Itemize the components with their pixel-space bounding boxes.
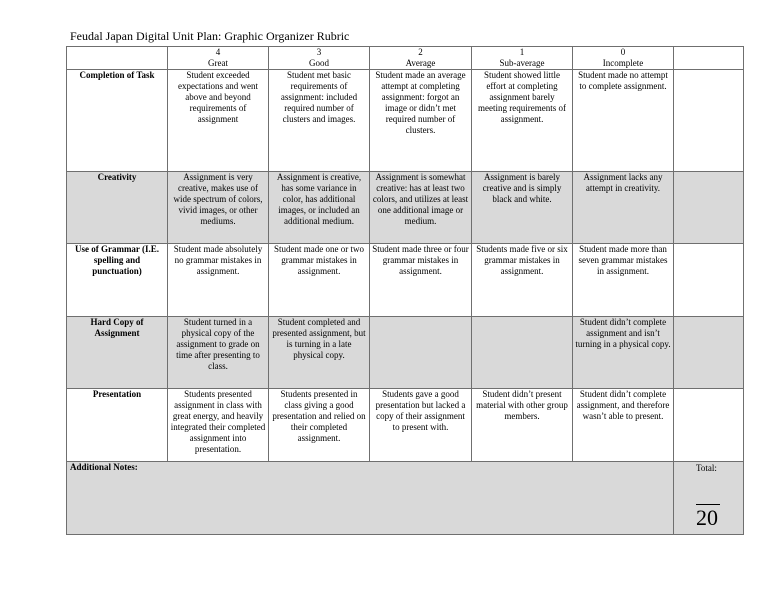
rubric-cell: Student didn’t complete assignment and isn’t turning in a physical copy. [573,317,674,389]
criterion-cell: Creativity [67,172,168,244]
rubric-cell [370,317,472,389]
rubric-cell: Student turned in a physical copy of the assignment to grade on time after presenting to class. [168,317,269,389]
header-level-sub-average [472,47,573,70]
total-label: Total: [696,463,717,473]
rubric-cell: Assignment is barely creative and is simply black and white. [472,172,573,244]
score-cell [674,244,744,317]
total-value: 20 [696,505,718,530]
rubric-cell: Students made five or six grammar mistakes in assignment. [472,244,573,317]
rubric-cell: Student made absolutely no grammar mistakes in assignment. [168,244,269,317]
rubric-cell: Student made three or four grammar mistakes in assignment. [370,244,472,317]
header-level-great [168,47,269,70]
header-row [67,47,744,70]
rubric-cell: Student made an average attempt at completing assignment: forgot an image or didn’t met required number of clusters. [370,70,472,172]
rubric-cell: Student made one or two grammar mistakes in assignment. [269,244,370,317]
rubric-cell: Student met basic requirements of assignment: included required number of clusters and images. [269,70,370,172]
level-score: 0 [620,47,626,57]
level-score: 4 [215,47,221,57]
score-cell [674,70,744,172]
table-row [67,172,744,244]
document-title: Feudal Japan Digital Unit Plan: Graphic Organizer Rubric [70,29,350,43]
level-label: Great [208,58,228,68]
rubric-cell: Student showed little effort at completing assignment barely meeting requirements of assignment. [472,70,573,172]
rubric-cell: Student completed and presented assignment, but is turning in a late physical copy. [269,317,370,389]
header-criterion-cell [67,47,168,70]
rubric-cell: Student didn’t complete assignment, and therefore wasn’t able to present. [573,389,674,462]
rubric-cell: Assignment lacks any attempt in creativity. [573,172,674,244]
rubric-cell: Students presented assignment in class with great energy, and heavily integrated their completed assignment into presentation. [168,389,269,462]
score-cell [674,389,744,462]
criterion-cell: Completion of Task [67,70,168,172]
level-score: 1 [519,47,525,57]
rubric-cell: Assignment is creative, has some variance in color, has additional images, or included an additional medium. [269,172,370,244]
rubric-cell: Assignment is somewhat creative: has at least two colors, and utilizes at least one additional image or medium. [370,172,472,244]
rubric-cell: Student made more than seven grammar mistakes in assignment. [573,244,674,317]
score-cell [674,172,744,244]
total-cell [674,462,744,535]
rubric-cell: Students presented in class giving a good presentation and relied on their completed assignment. [269,389,370,462]
header-level-good [269,47,370,70]
header-level-average [370,47,472,70]
notes-row [67,462,744,535]
rubric-cell: Student exceeded expectations and went above and beyond requirements of assignment [168,70,269,172]
header-level-incomplete [573,47,674,70]
score-cell [674,317,744,389]
header-score-cell [674,47,744,70]
level-score: 2 [418,47,423,57]
level-label: Good [309,58,329,68]
rubric-cell [472,317,573,389]
table-row [67,70,744,172]
table-row [67,244,744,317]
additional-notes-label: Additional Notes: [67,462,674,535]
level-label: Incomplete [602,58,644,68]
level-label: Average [405,58,436,68]
rubric-cell: Students gave a good presentation but lacked a copy of their assignment to present with. [370,389,472,462]
rubric-cell: Assignment is very creative, makes use of wide spectrum of colors, vivid images, or other mediums. [168,172,269,244]
rubric-cell: Student made no attempt to complete assignment. [573,70,674,172]
table-row [67,389,744,462]
rubric-cell: Student didn’t present material with other group members. [472,389,573,462]
rubric-table [66,46,744,535]
criterion-cell: Presentation [67,389,168,462]
level-label: Sub-average [499,58,545,68]
criterion-cell: Use of Grammar (I.E. spelling and punctuation) [67,244,168,317]
table-row [67,317,744,389]
level-score: 3 [316,47,322,57]
criterion-cell: Hard Copy of Assignment [67,317,168,389]
